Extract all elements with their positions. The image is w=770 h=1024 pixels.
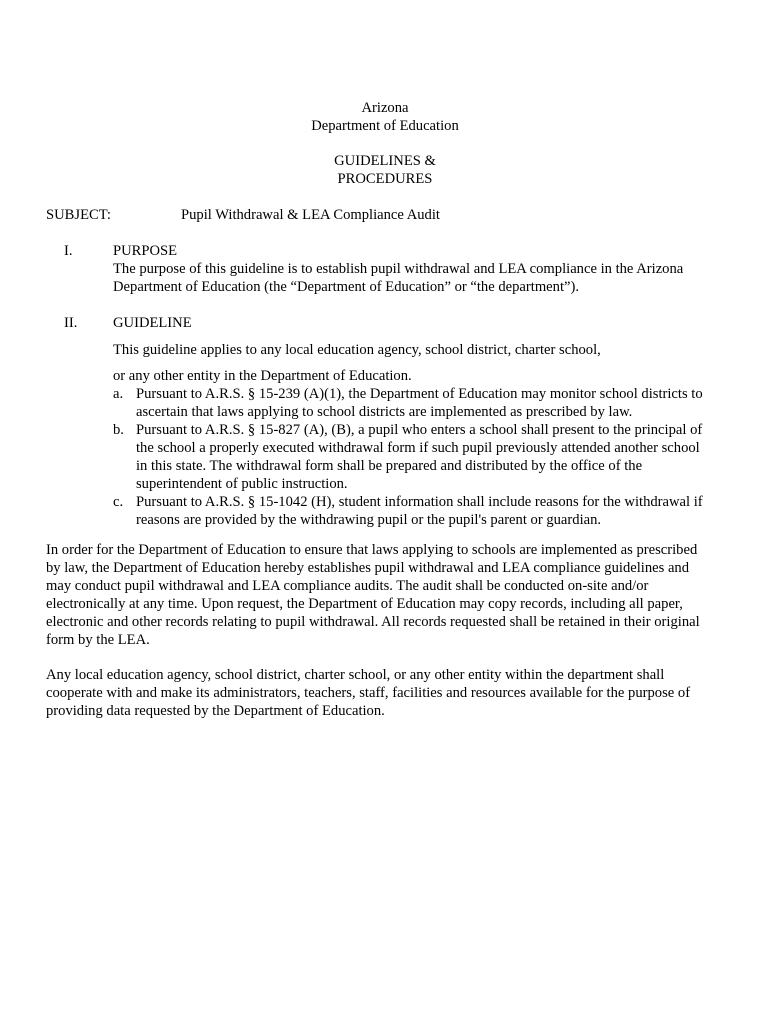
subject-label: SUBJECT: xyxy=(46,207,111,223)
subject-value: Pupil Withdrawal & LEA Compliance Audit xyxy=(181,207,440,223)
guideline-intro-line: This guideline applies to any local education agency, school district, charter school, xyxy=(113,342,601,358)
document-type xyxy=(0,152,770,188)
list-item-line: reasons are provided by the withdrawing pupil or the pupil's parent or guardian. xyxy=(136,512,602,528)
list-item-line: Pursuant to A.R.S. § 15-1042 (H), student information shall include reasons for the withdrawal if xyxy=(136,494,703,510)
list-item-line: in this state. The withdrawal form shall be prepared and distributed by the office of the xyxy=(136,458,643,474)
body-paragraph-line: by law, the Department of Education hereby establishes pupil withdrawal and LEA compliance guidelines and xyxy=(46,560,690,576)
body-paragraph-line: electronic and other records relating to pupil withdrawal. All records requested shall be retained in their original xyxy=(46,614,700,630)
section-numeral: I. xyxy=(64,243,73,259)
subject-row xyxy=(46,206,726,224)
header-state: Arizona xyxy=(361,100,409,116)
body-paragraph-line: may conduct pupil withdrawal and LEA compliance audits. The audit shall be conducted on-site and/or xyxy=(46,578,649,594)
doc-type-line-2: PROCEDURES xyxy=(337,171,433,187)
list-item-marker: a. xyxy=(113,386,124,402)
list-item-line: Pursuant to A.R.S. § 15-827 (A), (B), a pupil who enters a school shall present to the principal of xyxy=(136,422,703,438)
body-paragraph-line: cooperate with and make its administrators, teachers, staff, facilities and resources available for the purpose of xyxy=(46,685,691,701)
list-item-line: the school a properly executed withdrawal form if such pupil previously attended another school xyxy=(136,440,700,456)
list-item-line: superintendent of public instruction. xyxy=(136,476,348,492)
section-heading-guideline: GUIDELINE xyxy=(113,315,192,331)
body-paragraph-line: In order for the Department of Education to ensure that laws applying to schools are implemented as prescribed xyxy=(46,542,698,558)
document-header xyxy=(0,99,770,135)
list-item-line: ascertain that laws applying to school districts are implemented as prescribed by law. xyxy=(136,404,633,420)
body-paragraph-line: form by the LEA. xyxy=(46,632,150,648)
list-item-marker: c. xyxy=(113,494,124,510)
list-item-line: Pursuant to A.R.S. § 15-239 (A)(1), the Department of Education may monitor school districts to xyxy=(136,386,703,402)
purpose-line: Department of Education (the “Department of Education” or “the department”). xyxy=(113,279,579,295)
purpose-line: The purpose of this guideline is to establish pupil withdrawal and LEA compliance in the Arizona xyxy=(113,261,684,277)
body-paragraph-line: Any local education agency, school district, charter school, or any other entity within the department shall xyxy=(46,667,665,683)
doc-type-line-1: GUIDELINES & xyxy=(334,153,436,169)
section-heading-purpose: PURPOSE xyxy=(113,243,178,259)
body-paragraph-line: electronically at any time. Upon request, the Department of Education may copy records, including all paper, xyxy=(46,596,683,612)
body-paragraph-line: providing data requested by the Department of Education. xyxy=(46,703,385,719)
header-department: Department of Education xyxy=(311,118,459,134)
list-item-marker: b. xyxy=(113,422,124,438)
guideline-intro-line: or any other entity in the Department of Education. xyxy=(113,368,412,384)
section-numeral: II. xyxy=(64,315,78,331)
